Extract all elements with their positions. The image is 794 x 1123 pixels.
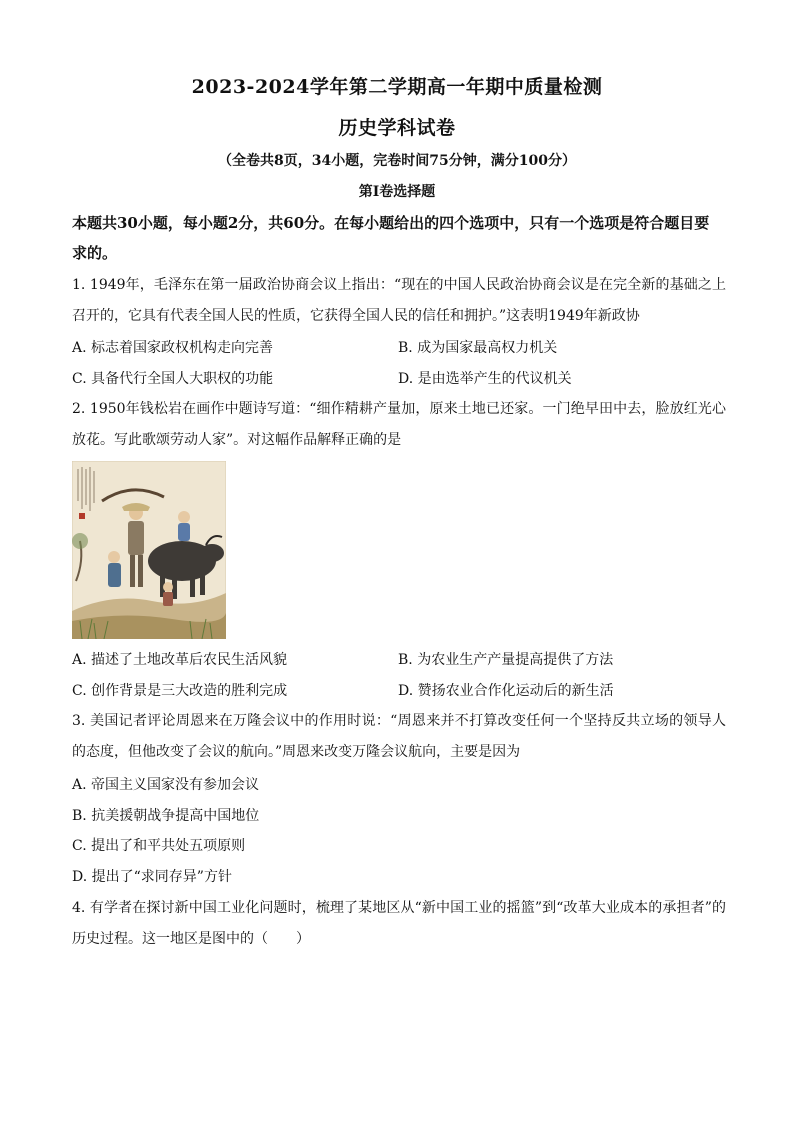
question-3-option-c: C. 提出了和平共处五项原则 xyxy=(72,838,246,854)
exam-title: 2023-2024学年第二学期高一年期中质量检测 xyxy=(191,76,603,98)
question-3-stem: 3. 美国记者评论周恩来在万隆会议中的作用时说：“周恩来并不打算改变任何一个坚持反共立场的领导人的态度，但他改变了会议的航向。”周恩来改变万隆会议航向，主要是因为 xyxy=(72,713,726,760)
question-2-option-a: A. 描述了土地改革后农民生活风貌 xyxy=(72,652,288,668)
question-4-stem: 4. 有学者在探讨新中国工业化问题时，梳理了某地区从“新中国工业的摇篮”到“改革大业成本的承担者”的历史过程。这一地区是图中的（ ） xyxy=(72,900,726,947)
subject-title: 历史学科试卷 xyxy=(338,117,456,139)
question-1-stem: 1. 1949年，毛泽东在第一届政治协商会议上指出：“现在的中国人民政治协商会议是在完全新的基础之上召开的，它具有代表全国人民的性质，它获得全国人民的信任和拥护。”这表明1949年新政协 xyxy=(72,277,726,324)
section-heading: 第Ⅰ卷选择题 xyxy=(358,184,436,200)
farmer-painting-image xyxy=(72,461,226,639)
question-3-option-a: A. 帝国主义国家没有参加会议 xyxy=(72,777,260,793)
question-3-option-b: B. 抗美援朝战争提高中国地位 xyxy=(72,808,260,824)
question-3-option-d: D. 提出了“求同存异”方针 xyxy=(72,869,232,885)
question-2-option-d: D. 赞扬农业合作化运动后的新生活 xyxy=(398,683,614,699)
question-2-option-b: B. 为农业生产产量提高提供了方法 xyxy=(398,652,614,668)
question-1-option-c: C. 具备代行全国人大职权的功能 xyxy=(72,371,274,387)
question-2-option-c: C. 创作背景是三大改造的胜利完成 xyxy=(72,683,288,699)
question-1-option-d: D. 是由选举产生的代议机关 xyxy=(398,371,572,387)
question-1-option-a: A. 标志着国家政权机构走向完善 xyxy=(72,340,274,356)
question-1-option-b: B. 成为国家最高权力机关 xyxy=(398,340,558,356)
question-2-stem: 2. 1950年钱松岩在画作中题诗写道：“细作精耕产量加，原来土地已还家。一门绝早田中去，脸放红光心放花。写此歌颂劳动人家”。对这幅作品解释正确的是 xyxy=(72,401,726,448)
exam-meta: （全卷共8页，34小题，完卷时间75分钟，满分100分） xyxy=(218,153,576,169)
instructions: 本题共30小题，每小题2分，共60分。在每小题给出的四个选项中，只有一个选项是符合题目要求的。 xyxy=(72,214,710,262)
